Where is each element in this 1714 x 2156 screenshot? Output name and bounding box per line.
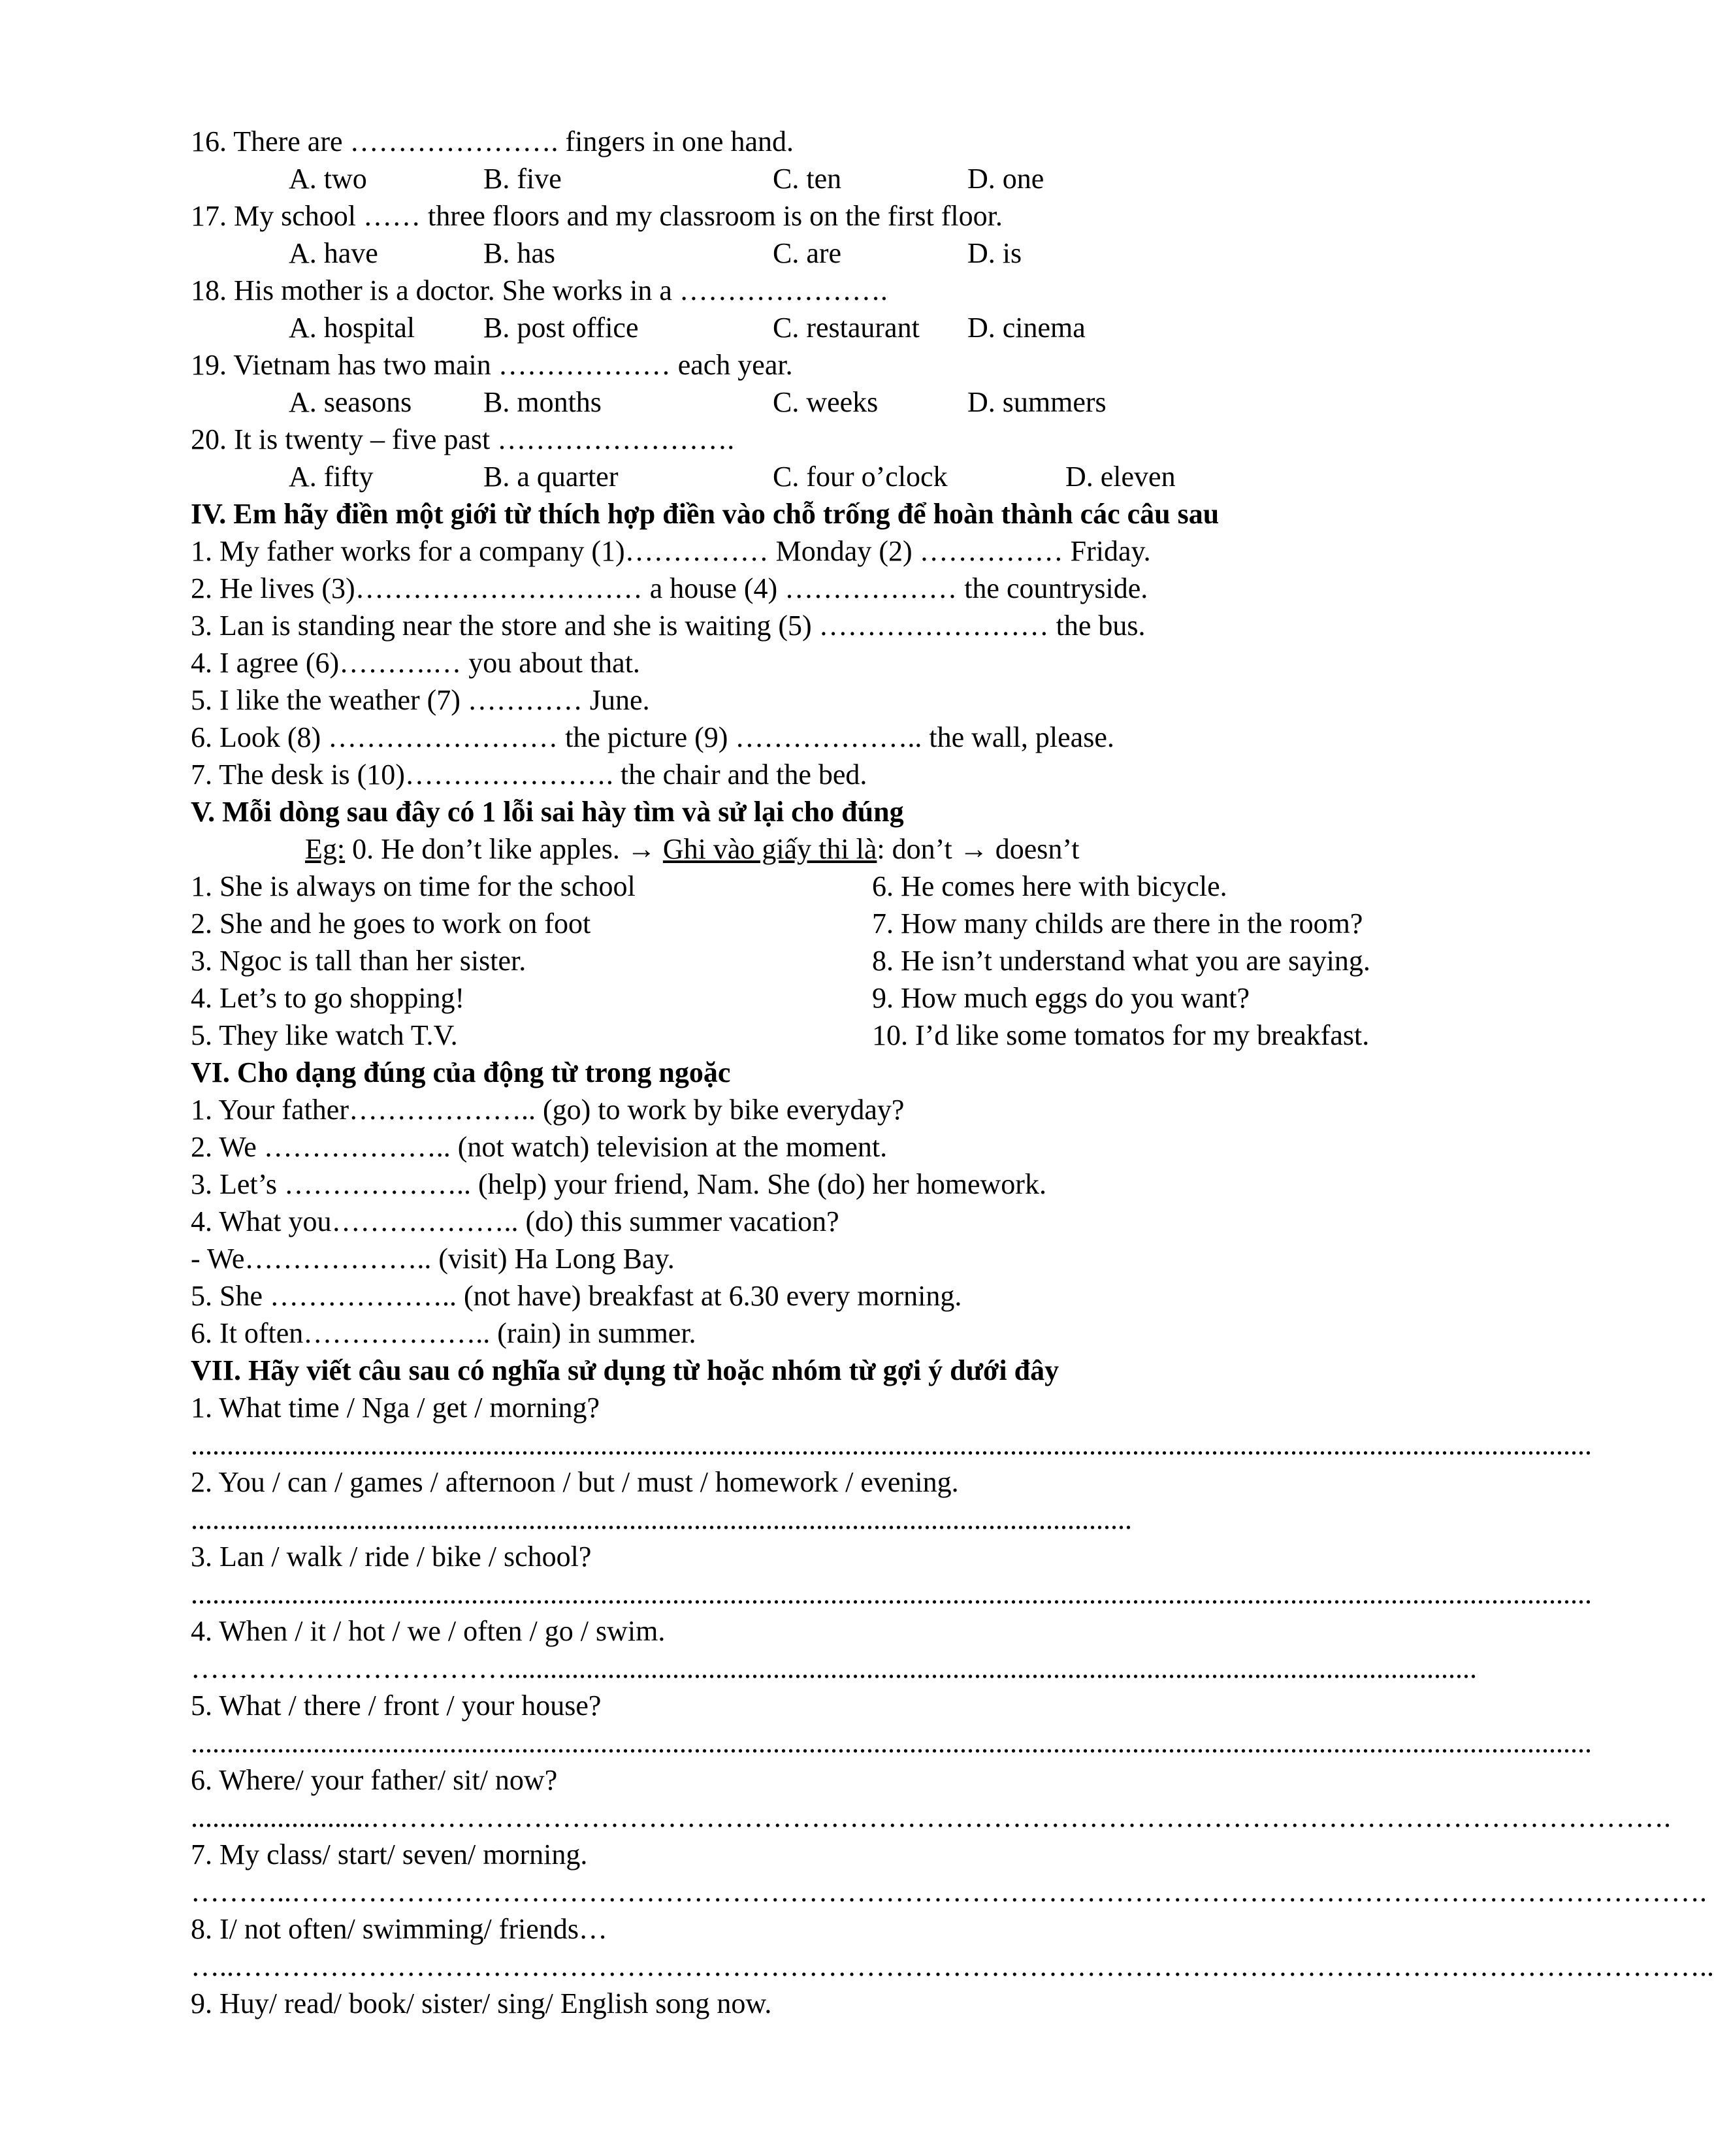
answer-line [191, 1575, 1592, 1612]
example-answer: : don’t → doesn’t [877, 833, 1080, 865]
sentence-prompt [191, 1836, 1497, 1873]
question-16 [191, 123, 1497, 160]
question-17 [191, 197, 1497, 235]
answer-option: D. is [967, 237, 1022, 269]
example-sentence: 0. He don’t like apples. → [345, 833, 663, 865]
answer-line [191, 1650, 1497, 1687]
prompt-text: 1. What time / Nga / get / morning? [191, 1392, 600, 1424]
answer-option: A. hospital [289, 312, 415, 344]
example-note: Ghi vào giấy thi là [662, 833, 877, 865]
verb-item [191, 1315, 1497, 1352]
prompt-text: 8. I/ not often/ swimming/ friends… [191, 1913, 607, 1945]
prompt-text: 7. My class/ start/ seven/ morning. [191, 1838, 588, 1870]
example-line [191, 830, 1497, 868]
answer-option: C. four o’clock [773, 461, 948, 493]
item-text: 2. He lives (3)………………………… a house (4) ……………… the countryside. [191, 572, 1148, 604]
answer-line [191, 1426, 1592, 1463]
error-item: 10. I’d like some tomatos for my breakfast. [872, 1019, 1370, 1051]
prompt-text: 6. Where/ your father/ sit/ now? [191, 1764, 558, 1796]
answer-option: A. have [289, 237, 378, 269]
example [305, 830, 1079, 868]
error-row [191, 979, 1497, 1017]
item-text: 4. What you……………….. (do) this summer vacation? [191, 1205, 839, 1237]
sentence-prompt [191, 1985, 1497, 2022]
item-text: 3. Let’s ……………….. (help) your friend, Nam. She (do) her homework. [191, 1168, 1046, 1200]
answer-options [191, 458, 1497, 495]
item-text: 5. I like the weather (7) ………… June. [191, 684, 650, 716]
answer-dots: …..……………………………………………………………………………………………………………………………………….. [191, 1950, 1714, 1982]
question-18 [191, 272, 1497, 309]
sentence-prompt [191, 1687, 1497, 1724]
answer-line [191, 1799, 1671, 1836]
answer-line [191, 1724, 1592, 1761]
item-text: 7. The desk is (10)…………………. the chair and the bed. [191, 759, 867, 791]
answer-options [191, 309, 1497, 346]
answer-options [191, 235, 1497, 272]
sentence-prompt [191, 1612, 1497, 1650]
answer-dots: ................................................................................................................................................................................................... [191, 1429, 1592, 1461]
fill-in-item [191, 570, 1497, 607]
error-item: 5. They like watch T.V. [191, 1019, 458, 1051]
answer-line [191, 1873, 1707, 1910]
answer-dots: ………..…………………………………………………………………………………………………………………………………. [191, 1876, 1707, 1908]
answer-option: C. restaurant [773, 312, 920, 344]
answer-option: A. seasons [289, 386, 412, 418]
question-20 [191, 421, 1497, 458]
section-iv-title [191, 495, 1497, 532]
question-text: 20. It is twenty – five past ……………………. [191, 423, 735, 455]
verb-item [191, 1128, 1497, 1166]
section-title: V. Mỗi dòng sau đây có 1 lỗi sai hày tìm và sử lại cho đúng [191, 796, 904, 828]
item-text: 4. I agree (6)……….… you about that. [191, 647, 640, 679]
answer-options [191, 160, 1497, 197]
answer-option: D. eleven [1065, 461, 1176, 493]
answer-option: D. cinema [967, 312, 1086, 344]
fill-in-item [191, 532, 1497, 570]
verb-item [191, 1277, 1497, 1315]
answer-option: D. summers [967, 386, 1107, 418]
sentence-prompt [191, 1910, 1497, 1948]
prompt-text: 9. Huy/ read/ book/ sister/ sing/ English song now. [191, 1987, 772, 2019]
prompt-text: 4. When / it / hot / we / often / go / swim. [191, 1615, 666, 1647]
answer-dots: ................................................................................................................................... [191, 1503, 1132, 1535]
answer-option: B. five [483, 163, 562, 195]
fill-in-item [191, 644, 1497, 681]
answer-dots: ................................................................................................................................................................................................... [191, 1578, 1592, 1610]
question-text: 18. His mother is a doctor. She works in a …………………. [191, 274, 888, 306]
item-text: 3. Lan is standing near the store and she is waiting (5) …………………… the bus. [191, 610, 1146, 642]
prompt-text: 5. What / there / front / your house? [191, 1690, 602, 1722]
fill-in-item [191, 681, 1497, 719]
error-item: 1. She is always on time for the school [191, 870, 636, 902]
error-item: 9. How much eggs do you want? [872, 982, 1250, 1014]
answer-option: D. one [967, 163, 1044, 195]
sentence-prompt [191, 1463, 1497, 1501]
item-text: 5. She ……………….. (not have) breakfast at 6.30 every morning. [191, 1280, 962, 1312]
answer-option: A. two [289, 163, 367, 195]
answer-dots: ……………………………....................................................................................................................................... [191, 1652, 1477, 1684]
error-row [191, 905, 1497, 942]
question-19 [191, 346, 1497, 384]
section-v-title [191, 793, 1497, 830]
section-title: IV. Em hãy điền một giới từ thích hợp điền vào chỗ trống để hoàn thành các câu sau [191, 498, 1220, 530]
sentence-prompt [191, 1761, 1497, 1799]
verb-item [191, 1203, 1497, 1240]
answer-dots: ................................................................................................................................................................................................... [191, 1727, 1592, 1759]
worksheet-page [191, 123, 1714, 2022]
answer-options [191, 384, 1497, 421]
sentence-prompt [191, 1538, 1497, 1575]
sentence-prompt [191, 1389, 1497, 1426]
answer-option: A. fifty [289, 461, 374, 493]
answer-option: B. post office [483, 312, 639, 344]
error-item: 6. He comes here with bicycle. [872, 870, 1227, 902]
section-vii-title [191, 1352, 1497, 1389]
item-text: 1. Your father……………….. (go) to work by bike everyday? [191, 1094, 905, 1126]
answer-line [191, 1501, 1497, 1538]
error-row [191, 942, 1497, 979]
error-row [191, 868, 1497, 905]
item-text: - We……………….. (visit) Ha Long Bay. [191, 1243, 675, 1275]
answer-option: C. weeks [773, 386, 879, 418]
question-text: 17. My school …… three floors and my classroom is on the first floor. [191, 200, 1003, 232]
error-item: 3. Ngoc is tall than her sister. [191, 945, 526, 977]
error-item: 4. Let’s to go shopping! [191, 982, 465, 1014]
fill-in-item [191, 719, 1497, 756]
answer-option: B. months [483, 386, 602, 418]
error-item: 2. She and he goes to work on foot [191, 907, 591, 939]
fill-in-item [191, 756, 1497, 793]
answer-line [191, 1948, 1714, 1985]
section-title: VI. Cho dạng đúng của động từ trong ngoặc [191, 1056, 731, 1088]
verb-item [191, 1091, 1497, 1128]
answer-dots: .........................………………………………………………………………………………………………………………………. [191, 1801, 1671, 1833]
question-text: 19. Vietnam has two main ……………… each year. [191, 349, 793, 381]
item-text: 2. We ……………….. (not watch) television at the moment. [191, 1131, 888, 1163]
answer-option: B. a quarter [483, 461, 619, 493]
item-text: 6. Look (8) …………………… the picture (9) ……………….. the wall, please. [191, 721, 1114, 753]
fill-in-item [191, 607, 1497, 644]
error-item: 8. He isn’t understand what you are saying. [872, 945, 1370, 977]
item-text: 6. It often……………….. (rain) in summer. [191, 1317, 696, 1349]
answer-option: C. are [773, 237, 842, 269]
prompt-text: 3. Lan / walk / ride / bike / school? [191, 1541, 592, 1573]
answer-option: C. ten [773, 163, 842, 195]
prompt-text: 2. You / can / games / afternoon / but / must / homework / evening. [191, 1466, 959, 1498]
error-row [191, 1017, 1497, 1054]
example-label: Eg: [305, 833, 346, 865]
item-text: 1. My father works for a company (1)…………… Monday (2) …………… Friday. [191, 535, 1151, 567]
answer-option: B. has [483, 237, 555, 269]
error-item: 7. How many childs are there in the room? [872, 907, 1363, 939]
verb-item [191, 1166, 1497, 1203]
section-vi-title [191, 1054, 1497, 1091]
verb-item [191, 1240, 1497, 1277]
section-title: VII. Hãy viết câu sau có nghĩa sử dụng từ hoặc nhóm từ gợi ý dưới đây [191, 1354, 1059, 1386]
question-text: 16. There are …………………. fingers in one hand. [191, 125, 794, 157]
